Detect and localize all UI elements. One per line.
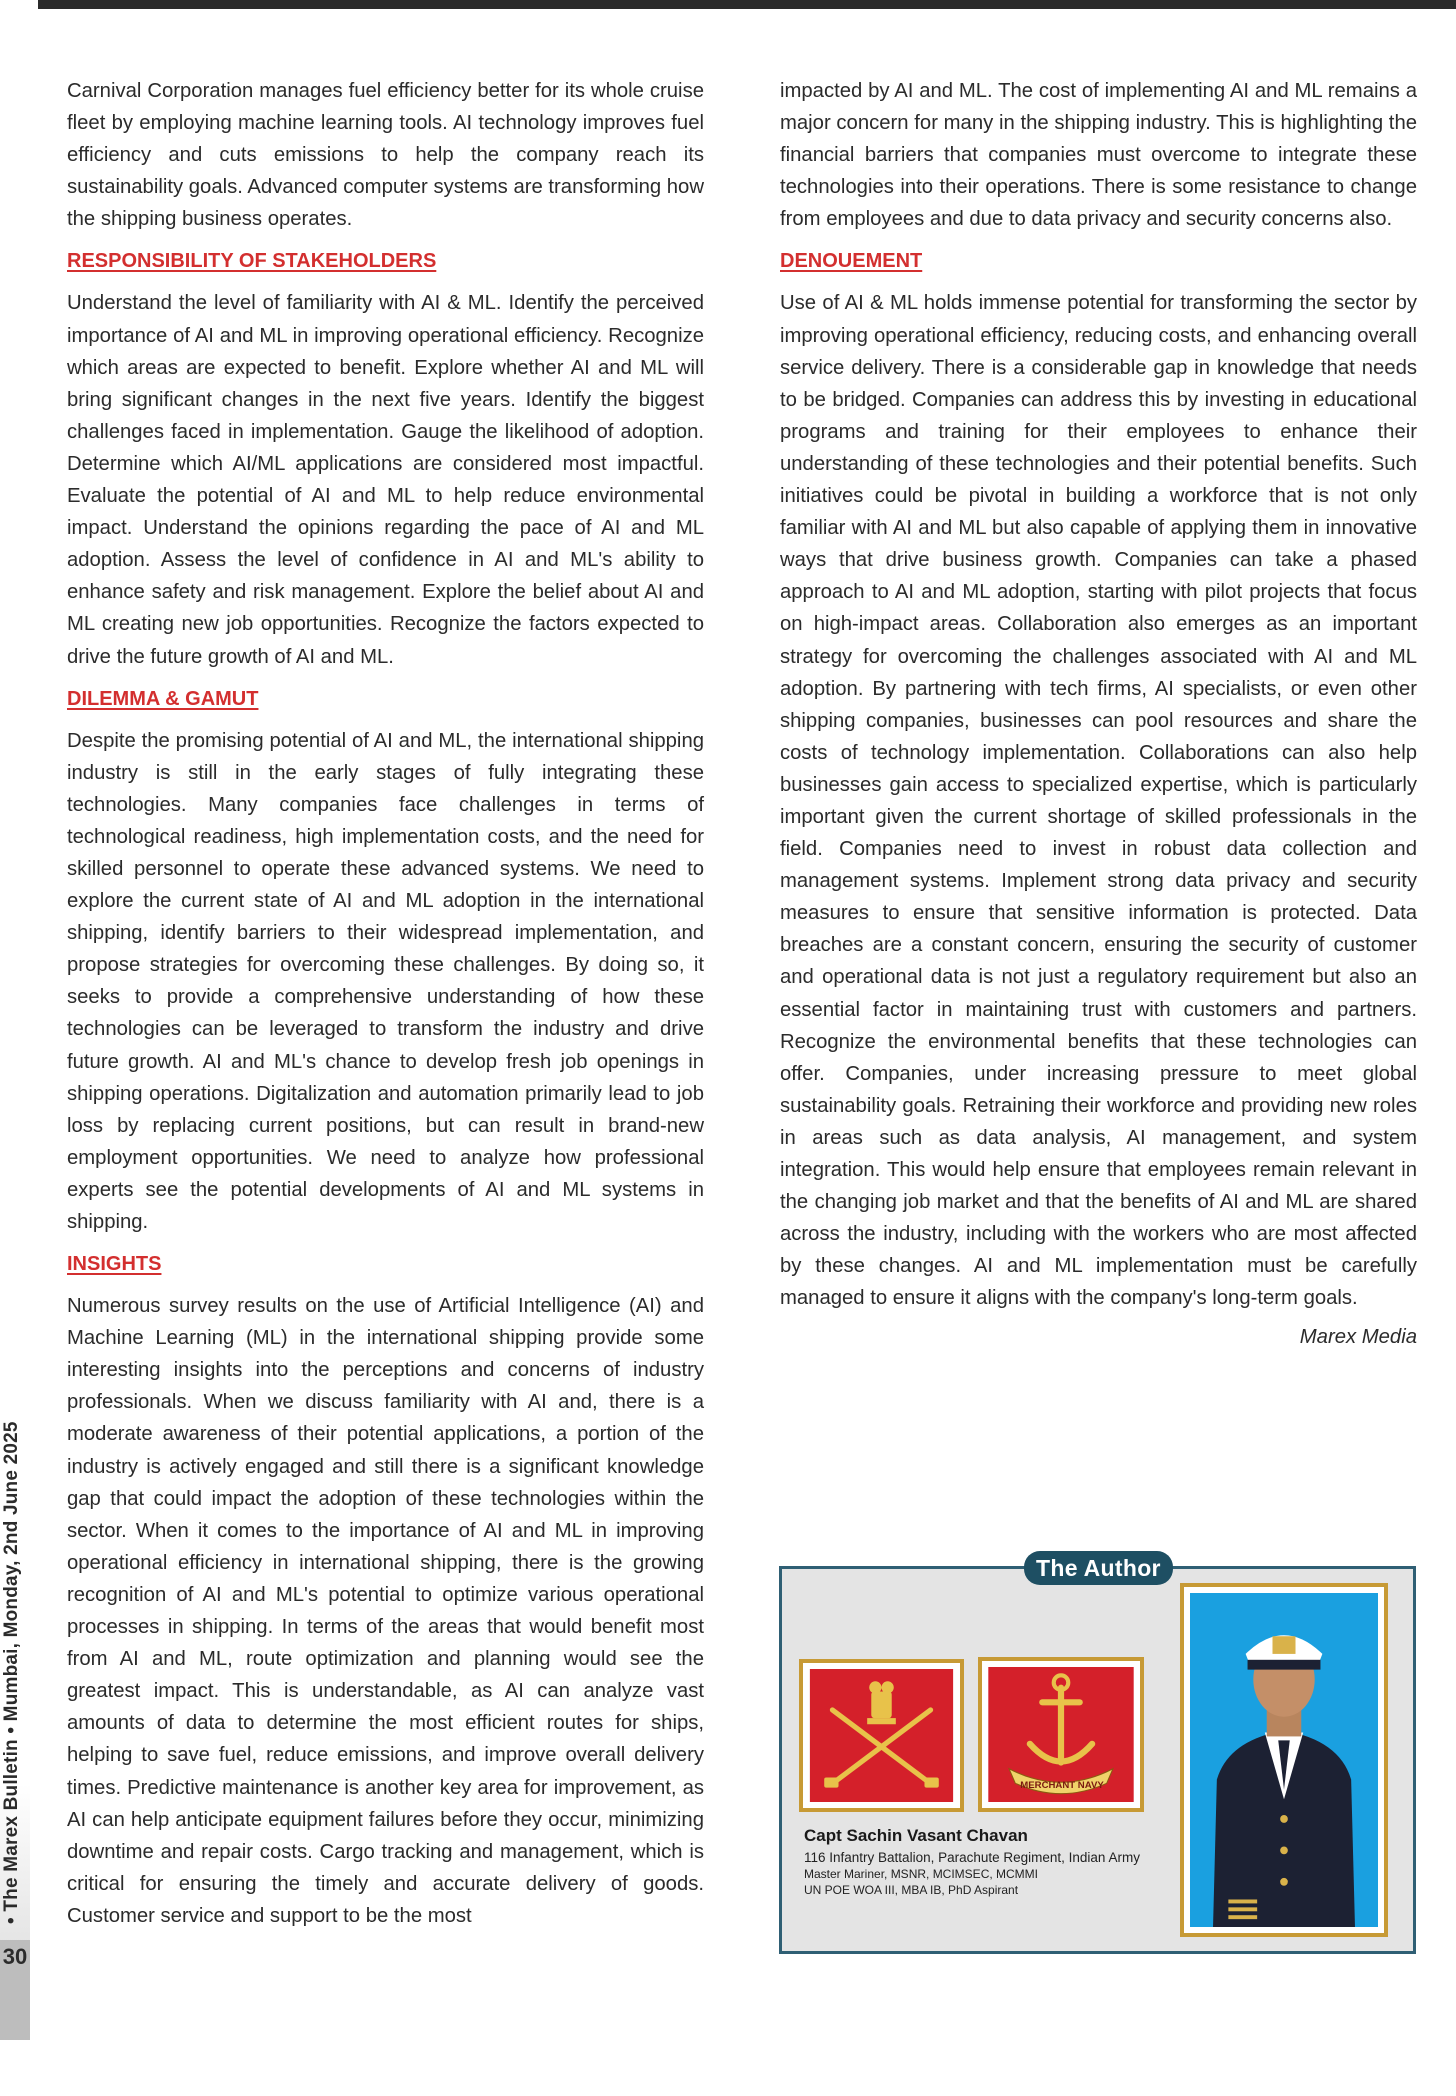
officer-portrait-icon (1190, 1593, 1378, 1927)
responsibility-paragraph: Understand the level of familiarity with AI & ML. Identify the perceived importance of AI and ML in improving operational efficiency. Recognize which areas are expected to benefit. Explore whether AI and ML will bring significant changes in the next five years. Identify the biggest challenges faced in implementation. Gauge the likelihood of adoption. Determine which AI/ML applications are considered most impactful. Evaluate the potential of AI and ML to help reduce environmental impact. Understand the opinions regarding the pace of AI and ML adoption. Assess the level of confidence in AI and ML's ability to enhance safety and risk management. Explore the belief about AI and ML creating new job opportunities. Recognize the factors expected to drive the future growth of AI and ML. (67, 292, 704, 668)
author-label: The Author (1024, 1551, 1173, 1585)
denouement-paragraph: Use of AI & ML holds immense potential for transforming the sector by improving operational efficiency, reducing costs, and enhancing overall service delivery. There is a considerable gap in knowledge that needs to be bridged. Companies can address this by investing in educational programs and training for their employees to enhance their understanding of these technologies and their potential benefits. Such initiatives could be pivotal in building a workforce that is not only familiar with AI and ML but also capable of applying them in innovative ways that drive business growth. Companies can take a phased approach to AI and ML adoption, starting with pilot projects that focus on high-impact areas. Collaboration also emerges as an important strategy for overcoming the challenges associated with AI and ML adoption. By partnering with tech firms, AI specialists, or even other shipping companies, businesses can pool resources and share the costs of technology implementation. Collaborations can also help businesses gain access to specialized expertise, which is particularly important given the current shortage of skilled professionals in the field. Companies need to invest in robust data collection and management systems. Implement strong data privacy and security measures to ensure that sensitive information is protected. Data breaches are a constant concern, ensuring the security of customer and operational data is not just a regulatory requirement but also an essential factor in maintaining trust with customers and partners. Recognize the environmental benefits that these technologies can offer. Companies, under increasing pressure to meet global sustainability goals. Retraining their workforce and providing new roles in areas such as data analysis, AI management, and system integration. This would help ensure that employees remain relevant in the changing job market and that the benefits of AI and ML are shared across the industry, including with the workers who are most affected by these changes. AI and ML implementation must be carefully managed to ensure it aligns with the company's long-term goals. (780, 292, 1417, 1310)
merchant-navy-scroll-text: MERCHANT NAVY (1020, 1780, 1104, 1792)
signature: Marex Media (1299, 1326, 1417, 1349)
running-head: • The Marex Bulletin • Mumbai, Monday, 2nd June 2025 (1, 1421, 22, 1924)
intro-paragraph: Carnival Corporation manages fuel efficiency better for its whole cruise fleet by employing machine learning tools. AI technology improves fuel efficiency and cuts emissions to help the company reach its sustainability goals. Advanced computer systems are transforming how the shipping business operates. (67, 80, 704, 231)
author-box (779, 1555, 1416, 1954)
page-number: 30 (0, 1940, 30, 2040)
top-rule (38, 0, 1456, 9)
merchant-navy-emblem (978, 1657, 1144, 1812)
author-qualifications: UN POE WOA III, MBA IB, PhD Aspirant (804, 1883, 1019, 1897)
continued-paragraph: impacted by AI and ML. The cost of implementing AI and ML remains a major concern for many in the shipping industry. This is highlighting the financial barriers that companies must overcome to integrate these technologies into their operations. There is some resistance to change from employees and due to data privacy and security concerns also. (780, 80, 1417, 231)
author-name: Capt Sachin Vasant Chavan (804, 1826, 1028, 1845)
insights-paragraph: Numerous survey results on the use of Artificial Intelligence (AI) and Machine Learning (ML) in the international shipping provide some interesting insights into the perceptions and concerns of industry professionals. When we discuss familiarity with AI and, there is a moderate awareness of their potential applications, a portion of the industry is actively engaged and still there is a significant knowledge gap that could impact the adoption of these technologies within the sector. When it comes to the importance of AI and ML in improving operational efficiency in international shipping, there is the growing recognition of AI and ML's potential to optimize various operational processes in shipping. In terms of the areas that would benefit most from AI and ML, route optimization and planning would see the greatest impact. This is understandable, as AI can analyze vast amounts of data to determine the most efficient routes for ships, helping to save fuel, reduce emissions, and improve overall delivery times. Predictive maintenance is another key area for improvement, as AI can help anticipate equipment failures before they occur, minimizing downtime and repair costs. Cargo tracking and management, which is critical for ensuring the timely and accurate delivery of goods. Customer service and support to be the most (67, 1295, 704, 1927)
dilemma-paragraph: Despite the promising potential of AI and ML, the international shipping industry is still in the early stages of fully integrating these technologies. Many companies face challenges in terms of technological readiness, high implementation costs, and the need for skilled personnel to operate these advanced systems. We need to explore the current state of AI and ML adoption in the international shipping, identify barriers to their widespread implementation, and propose strategies for overcoming these challenges. By doing so, it seeks to provide a comprehensive understanding of how these technologies can be leveraged to transform the industry and drive future growth. AI and ML's chance to develop fresh job openings in shipping operations. Digitalization and automation primarily lead to job loss by replacing current positions, but can result in brand-new employment opportunities. We need to analyze how professional experts see the potential developments of AI and ML systems in shipping. (67, 729, 704, 1233)
right-column (780, 75, 1417, 1349)
heading-dilemma: DILEMMA & GAMUT (67, 687, 259, 710)
heading-responsibility: RESPONSIBILITY OF STAKEHOLDERS (67, 250, 437, 273)
heading-insights: INSIGHTS (67, 1253, 162, 1276)
author-affiliation: 116 Infantry Battalion, Parachute Regiment, Indian Army (804, 1850, 1140, 1865)
author-info (804, 1826, 1184, 1898)
army-emblem (799, 1659, 964, 1812)
army-crest-icon (809, 1669, 954, 1802)
left-column (67, 75, 704, 1932)
author-photo (1180, 1583, 1388, 1937)
author-credentials: Master Mariner, MSNR, MCIMSEC, MCMMI (804, 1867, 1039, 1881)
merchant-navy-scroll (1000, 1777, 1124, 1793)
heading-denouement: DENOUEMENT (780, 250, 923, 273)
